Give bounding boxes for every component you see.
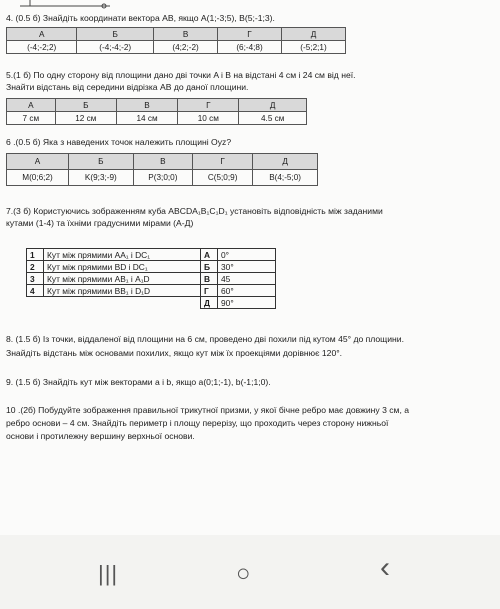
q7-answer-value: 90° [218, 297, 276, 309]
q7-row [27, 297, 276, 309]
q4-options-table [6, 27, 346, 54]
q5-option-b: 12 см [55, 112, 116, 125]
back-button[interactable]: ‹ [380, 551, 390, 584]
q4-option-g: (6;-4;8) [218, 41, 282, 54]
q4-header-v: В [154, 28, 218, 41]
q7-row-number: 3 [27, 273, 44, 285]
question-9: 9. (1.5 б) Знайдіть кут між векторами a і b, якщо a(0;1;-1), b(-1;1;0). [6, 377, 271, 387]
q4-header-b: Б [77, 28, 154, 41]
q4-option-v: (4;2;-2) [154, 41, 218, 54]
q6-option-v: P(3;0;0) [133, 170, 192, 186]
q6-option-a: M(0;6;2) [7, 170, 69, 186]
q6-header-v: В [133, 154, 192, 170]
q7-row-number: 4 [27, 285, 44, 297]
q7-row [27, 249, 276, 261]
question-5-line2: Знайти відстань від середини відрізка AB до даної площини. [6, 82, 249, 92]
q6-option-d: B(4;-5;0) [253, 170, 318, 186]
q7-answer-value: 60° [218, 285, 276, 297]
q5-option-v: 14 см [116, 112, 177, 125]
q7-row-text [44, 297, 201, 309]
q6-option-b: K(9;3;-9) [69, 170, 134, 186]
q5-header-a: А [7, 99, 56, 112]
q6-header-d: Д [253, 154, 318, 170]
home-button[interactable]: ○ [236, 560, 251, 587]
q4-header-g: Г [218, 28, 282, 41]
figure-fragment [0, 0, 200, 10]
question-10-line3: основи і протилежну вершину верхньої основи. [6, 431, 195, 441]
question-7-line1: 7.(3 б) Користуючись зображенням куба ABCDA₁B₁C₁D₁ установіть відповідність між заданими [6, 206, 383, 216]
q5-option-a: 7 см [7, 112, 56, 125]
q4-option-d: (-5;2;1) [282, 41, 346, 54]
q7-answer-value: 45 [218, 273, 276, 285]
android-navigation-bar [0, 535, 500, 609]
q6-header-b: Б [69, 154, 134, 170]
q4-option-a: (-4;-2;2) [7, 41, 77, 54]
question-8-line1: 8. (1.5 б) Із точки, віддаленої від площини на 6 см, проведено дві похили під кутом 45° до площини. [6, 334, 404, 344]
q7-answer-value: 30° [218, 261, 276, 273]
q6-options-table [6, 153, 318, 186]
q5-options-table [6, 98, 307, 125]
q4-header-d: Д [282, 28, 346, 41]
question-10-line2: ребро основи – 4 см. Знайдіть периметр і площу перерізу, що проходить через сторону нижньої [6, 418, 389, 428]
q7-matching-table [26, 248, 276, 309]
q7-answer-letter: В [201, 273, 218, 285]
q6-option-g: C(5;0;9) [193, 170, 253, 186]
q7-row-number [27, 297, 44, 309]
q7-row [27, 273, 276, 285]
recent-apps-button[interactable]: ||| [98, 561, 119, 586]
question-4: 4. (0.5 б) Знайдіть координати вектора AB, якщо A(1;-3;5), B(5;-1;3). [6, 13, 275, 23]
q4-option-b: (-4;-4;-2) [77, 41, 154, 54]
question-7-line2: кутами (1-4) та їхніми градусними мірами (А-Д) [6, 218, 194, 228]
q7-row [27, 261, 276, 273]
q5-header-d: Д [239, 99, 307, 112]
q7-row [27, 285, 276, 297]
q7-answer-letter: А [201, 249, 218, 261]
question-10-line1: 10 .(2б) Побудуйте зображення правильної трикутної призми, у якої бічне ребро має довжину 3 см, а [6, 405, 409, 415]
question-6: 6 .(0.5 б) Яка з наведених точок належить площині Oyz? [6, 137, 232, 147]
q7-answer-value: 0° [218, 249, 276, 261]
q7-row-text: Кут між прямими BB₁ і D₁D [44, 285, 201, 297]
q7-row-number: 2 [27, 261, 44, 273]
q7-row-number: 1 [27, 249, 44, 261]
q4-header-a: А [7, 28, 77, 41]
q6-header-g: Г [193, 154, 253, 170]
q5-header-b: Б [55, 99, 116, 112]
q7-answer-letter: Б [201, 261, 218, 273]
q7-row-text: Кут між прямими BD і DC₁ [44, 261, 201, 273]
q5-option-d: 4.5 см [239, 112, 307, 125]
q5-option-g: 10 см [178, 112, 239, 125]
question-8-line2: Знайдіть відстань між основами похилих, якщо кут між їх проекціями дорівнює 120°. [6, 348, 343, 358]
q7-answer-letter: Д [201, 297, 218, 309]
question-5-line1: 5.(1 б) По одну сторону від площини дано дві точки A і B на відстані 4 см і 24 см від неї. [6, 70, 356, 80]
q7-row-text: Кут між прямими AB₁ і A₁D [44, 273, 201, 285]
q7-row-text: Кут між прямими AA₁ і DC₁ [44, 249, 201, 261]
q6-header-a: А [7, 154, 69, 170]
q5-header-v: В [116, 99, 177, 112]
q5-header-g: Г [178, 99, 239, 112]
q7-answer-letter: Г [201, 285, 218, 297]
